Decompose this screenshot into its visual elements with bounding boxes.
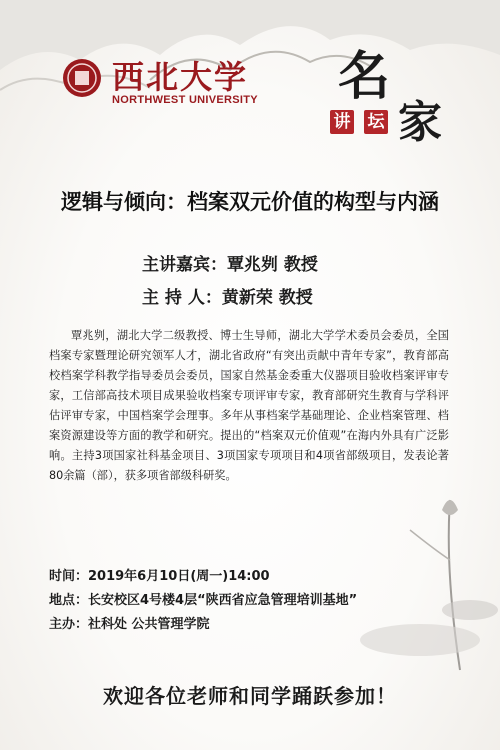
event-organizer: 主办：社科处 公共管理学院 — [49, 617, 210, 632]
lotus-ink-decoration — [350, 490, 500, 680]
event-location: 地点：长安校区4号楼4层“陕西省应急管理培训基地” — [49, 593, 358, 608]
university-name-en: NORTHWEST UNIVERSITY — [112, 94, 258, 106]
brand-character-jia: 家 — [398, 97, 442, 148]
speaker-bio: 覃兆刿，湖北大学二级教授、博士生导师，湖北大学学术委员会委员，全国档案专家暨理论研究领军人才，湖北省政府“有突出贡献中青年专家”，教育部高校档案学科教学指导委员会委员，国家自然基金委重大仪器项目验收档案评审专家，工信部高技术项目成果验收档案专项评审专家，教育部研究生教育与学科评估评审专家，中国档案学会理事。多年从事档案学基础理论、企业档案管理、档案资源建设等方面的教学和研究。提出的“档案双元价值观”在海内外具有广泛影响。主持3项国家社科基金项目、3项国家专项项目和4项省部级项目，发表论著80余篇（部），获多项省部级科研奖。 — [49, 329, 449, 482]
brand-seal-jiang: 讲 — [330, 110, 354, 134]
university-name-cn: 西北大学 — [112, 58, 249, 96]
main-speaker: 主讲嘉宾：覃兆刿 教授 — [142, 255, 318, 275]
brand-character-ming: 名 — [338, 46, 391, 107]
lecture-title: 逻辑与倾向：档案双元价值的构型与内涵 — [61, 189, 439, 214]
brand-seal-tan: 坛 — [364, 110, 388, 134]
closing-invitation: 欢迎各位老师和同学踊跃参加！ — [103, 684, 397, 708]
host: 主 持 人：黄新荣 教授 — [142, 288, 313, 308]
event-time: 时间：2019年6月10日(周一)14:00 — [49, 569, 270, 584]
university-logo — [62, 58, 102, 98]
